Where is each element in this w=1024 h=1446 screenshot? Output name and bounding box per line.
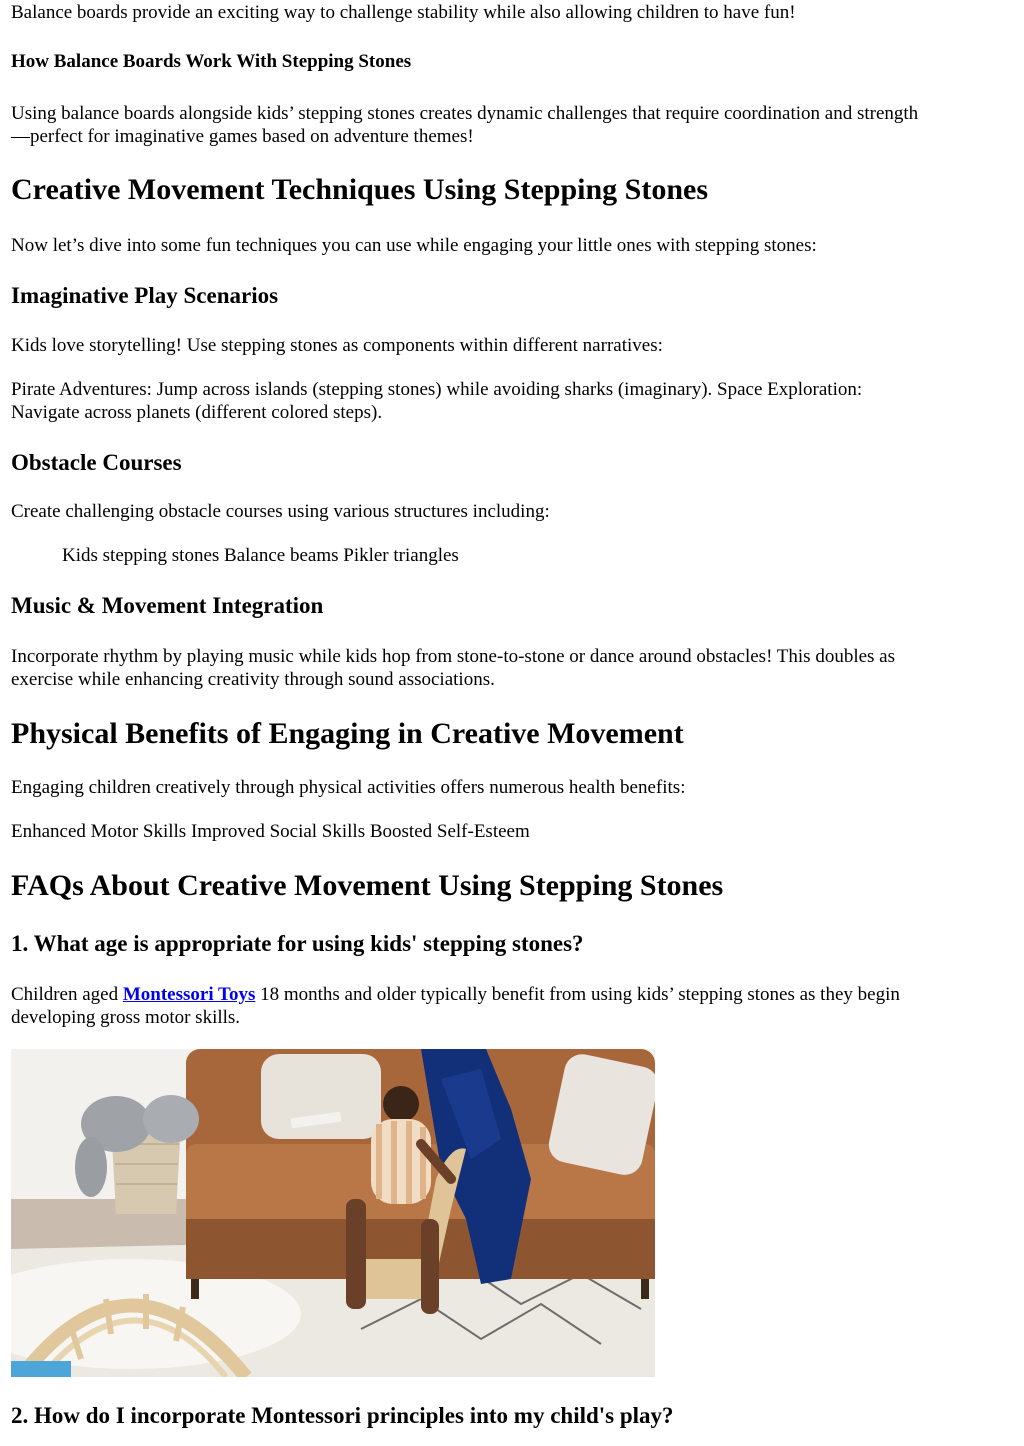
text: 18 months and older typically benefit from using kids’ stepping stones as they begin bbox=[255, 984, 900, 1005]
paragraph: Engaging children creatively through physical activities offers numerous health benefits: bbox=[11, 777, 686, 798]
subsection-heading: Imaginative Play Scenarios bbox=[11, 283, 279, 308]
paragraph: exercise while enhancing creativity through sound associations. bbox=[11, 669, 495, 690]
paragraph: Kids love storytelling! Use stepping stones as components within different narratives: bbox=[11, 335, 663, 356]
section-heading: Creative Movement Techniques Using Stepping Stones bbox=[11, 173, 709, 206]
section-heading: Physical Benefits of Engaging in Creative Movement bbox=[11, 717, 684, 750]
subsection-heading: Music & Movement Integration bbox=[11, 593, 324, 618]
paragraph: Now let’s dive into some fun techniques you can use while engaging your little ones with stepping stones: bbox=[11, 235, 817, 256]
faq-question: 2. How do I incorporate Montessori principles into my child's play? bbox=[11, 1403, 674, 1428]
subheading: How Balance Boards Work With Stepping Stones bbox=[11, 51, 412, 72]
paragraph: Balance boards provide an exciting way to challenge stability while also allowing children to have fun! bbox=[11, 2, 796, 23]
paragraph: Navigate across planets (different colored steps). bbox=[11, 402, 383, 423]
paragraph: developing gross motor skills. bbox=[11, 1007, 241, 1028]
article-photo bbox=[11, 1049, 655, 1377]
section-heading: FAQs About Creative Movement Using Stepping Stones bbox=[11, 869, 724, 902]
paragraph: Incorporate rhythm by playing music while kids hop from stone-to-stone or dance around obstacles! This doubles as bbox=[11, 646, 896, 667]
faq-question: 1. What age is appropriate for using kids' stepping stones? bbox=[11, 931, 584, 956]
paragraph: Enhanced Motor Skills Improved Social Skills Boosted Self-Esteem bbox=[11, 821, 530, 842]
montessori-toys-link[interactable]: Montessori Toys bbox=[122, 984, 256, 1005]
subsection-heading: Obstacle Courses bbox=[11, 450, 182, 475]
text: Children aged bbox=[11, 984, 123, 1005]
paragraph: Using balance boards alongside kids’ stepping stones creates dynamic challenges that require coordination and strength bbox=[11, 103, 919, 124]
paragraph bbox=[11, 983, 900, 1006]
paragraph: Create challenging obstacle courses using various structures including: bbox=[11, 501, 550, 522]
paragraph: Pirate Adventures: Jump across islands (stepping stones) while avoiding sharks (imaginary). Space Exploration: bbox=[11, 379, 863, 400]
photo-illustration bbox=[11, 1049, 655, 1377]
paragraph: —perfect for imaginative games based on adventure themes! bbox=[11, 126, 474, 147]
indented-list: Kids stepping stones Balance beams Pikler triangles bbox=[62, 545, 459, 566]
